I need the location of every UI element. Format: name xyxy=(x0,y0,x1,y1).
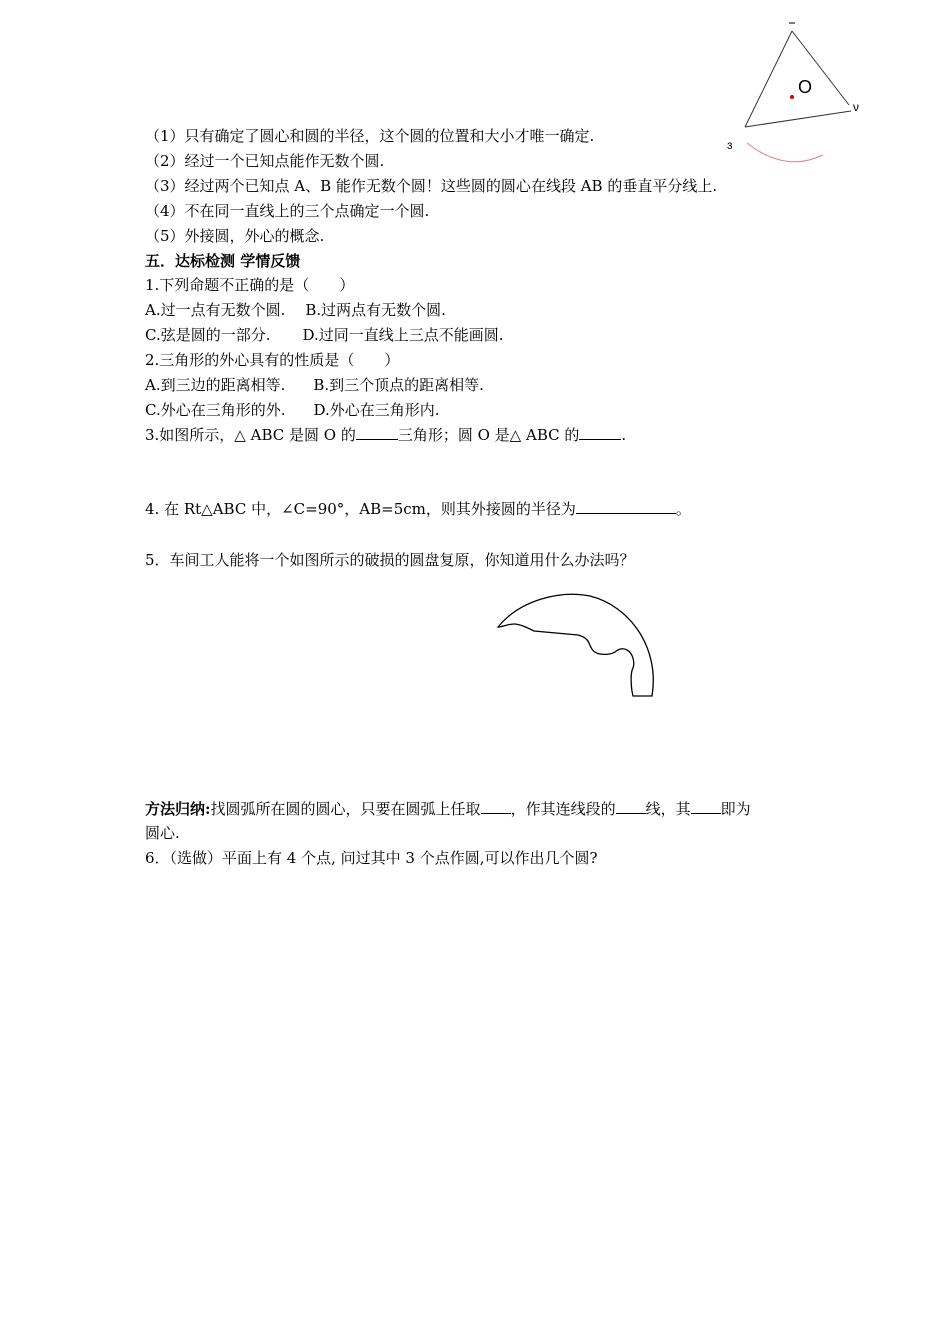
method-part4: 即为 xyxy=(720,800,751,818)
knowledge-item-1: （1）只有确定了圆心和圆的半径，这个圆的位置和大小才唯一确定. xyxy=(145,127,595,145)
q4-part1: 4. 在 Rt△ABC 中，∠C=90°，AB=5cm，则其外接圆的半径为 xyxy=(145,500,576,518)
q2-option-b: B.到三个顶点的距离相等. xyxy=(313,376,484,394)
vertex-mark-right: ν xyxy=(853,100,859,114)
center-label-o: O xyxy=(798,77,813,97)
broken-disc-outline xyxy=(498,594,653,696)
q1-option-a: A.过一点有无数个圆. xyxy=(145,301,286,319)
q2-options-row1 xyxy=(145,375,484,395)
q2-option-d: D.外心在三角形内. xyxy=(313,401,440,419)
q5-text: 5．车间工人能将一个如图所示的破损的圆盘复原，你知道用什么办法吗？ xyxy=(145,551,635,569)
circle-center-dot xyxy=(790,95,794,99)
knowledge-item-5: （5）外接圆，外心的概念. xyxy=(145,227,325,245)
q2-options-row2 xyxy=(145,400,440,420)
q4-line xyxy=(145,499,691,519)
method-part1: 找圆弧所在圆的圆心，只要在圆弧上任取 xyxy=(210,800,481,818)
circumcircle-arc xyxy=(747,143,823,162)
q3-part1: 3.如图所示，△ ABC 是圆 O 的 xyxy=(145,426,356,444)
q6-text: 6．（选做）平面上有 4 个点, 问过其中 3 个点作圆,可以作出几个圆? xyxy=(145,849,598,867)
triangle-base xyxy=(745,111,851,127)
method-line-2: 圆心. xyxy=(145,824,180,842)
method-part2: ，作其连线段的 xyxy=(510,800,616,818)
q1-option-d: D.过同一直线上三点不能画圆. xyxy=(302,326,504,344)
q1-option-b: B.过两点有无数个圆. xyxy=(305,301,446,319)
q3-part3: . xyxy=(621,426,627,444)
q3-line xyxy=(145,425,626,445)
q3-blank-1[interactable] xyxy=(356,425,398,440)
method-blank-3[interactable] xyxy=(691,799,721,814)
method-blank-2[interactable] xyxy=(616,799,646,814)
q1-options-row2 xyxy=(145,325,504,345)
q3-blank-2[interactable] xyxy=(579,425,621,440)
q4-blank[interactable] xyxy=(576,499,676,514)
knowledge-item-3: （3）经过两个已知点 A、B 能作无数个圆！这些圆的圆心在线段 AB 的垂直平分线上. xyxy=(145,177,718,195)
knowledge-item-2: （2）经过一个已知点能作无数个圆. xyxy=(145,152,385,170)
method-blank-1[interactable] xyxy=(481,799,511,814)
method-line xyxy=(145,799,751,819)
knowledge-item-4: （4）不在同一直线上的三个点确定一个圆. xyxy=(145,202,430,220)
method-label: 方法归纳: xyxy=(145,800,211,818)
q2-stem: 2.三角形的外心具有的性质是（ ） xyxy=(145,351,400,369)
q3-part2: 三角形；圆 O 是△ ABC 的 xyxy=(397,426,580,444)
q1-options-row1 xyxy=(145,300,446,320)
broken-disc-figure xyxy=(490,588,660,703)
vertex-mark-left: ɜ xyxy=(727,138,733,152)
q1-stem: 1.下列命题不正确的是（ ） xyxy=(145,276,355,294)
q2-option-c: C.外心在三角形的外. xyxy=(145,401,286,419)
section-title: 五．达标检测 学情反馈 xyxy=(145,252,301,270)
q2-option-a: A.到三边的距离相等. xyxy=(145,376,286,394)
triangle-circle-figure xyxy=(725,15,865,165)
q4-part2: 。 xyxy=(675,500,691,518)
triangle-side-left xyxy=(745,31,792,127)
q1-option-c: C.弦是圆的一部分. xyxy=(145,326,271,344)
method-part3: 线，其 xyxy=(645,800,691,818)
